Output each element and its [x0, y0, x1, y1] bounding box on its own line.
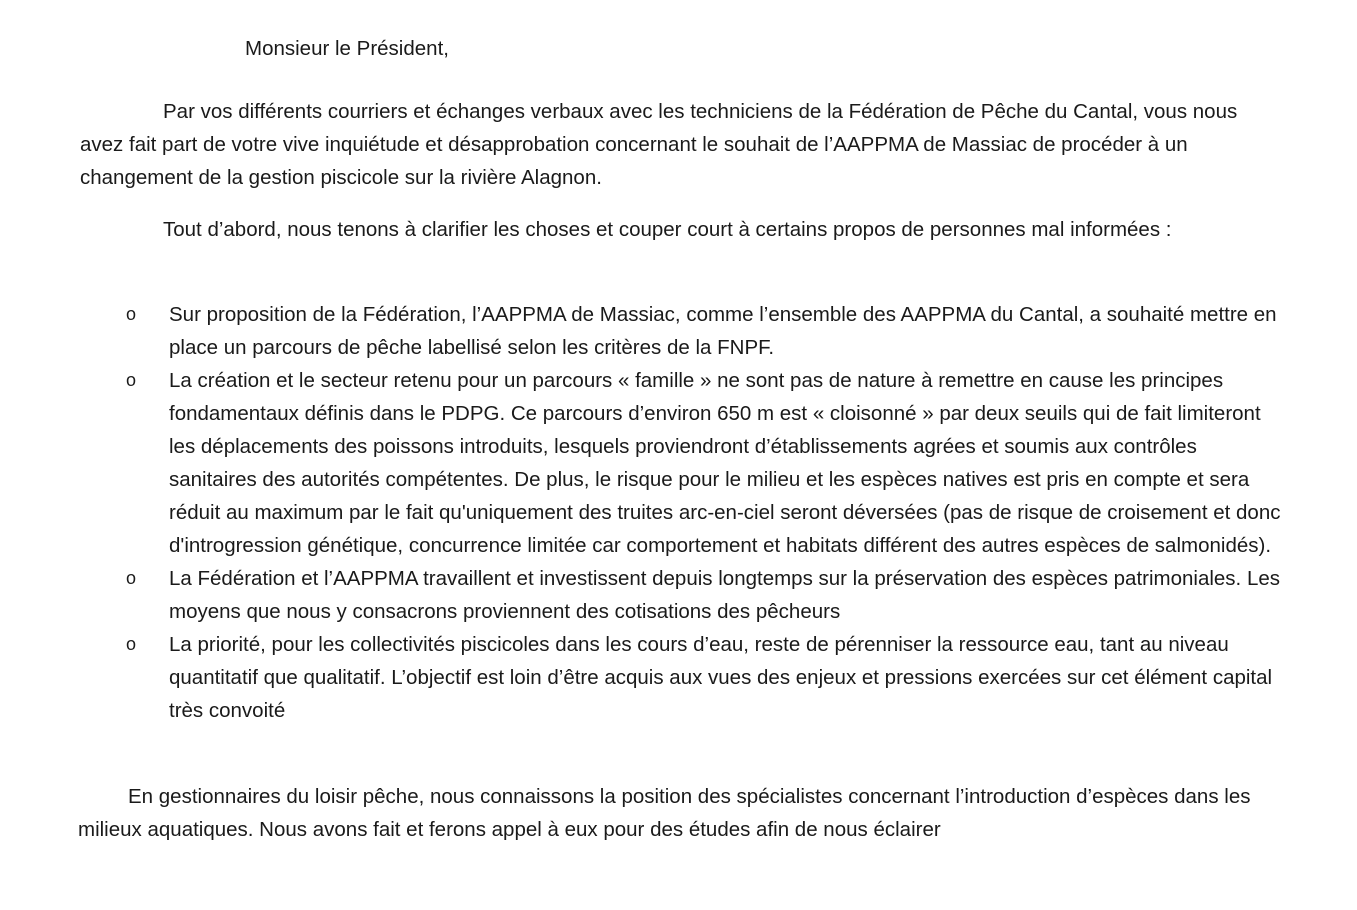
bullet-marker: o: [126, 568, 137, 588]
paragraph-management: En gestionnaires du loisir pêche, nous connaissons la position des spécialistes concernant l’introduction d’espèces dans les milieux aquatiques. Nous avons fait et ferons appel à eux pour des études afin de nous éclairer: [78, 785, 1251, 841]
list-item-text: Sur proposition de la Fédération, l’AAPPMA de Massiac, comme l’ensemble des AAPPMA du Cantal, a souhaité mettre en place un parcours de pêche labellisé selon les critères de la FNPF.: [169, 303, 1277, 359]
bullet-marker: o: [126, 370, 137, 390]
bullet-marker: o: [126, 304, 137, 324]
list-item: [0, 628, 1289, 727]
salutation: Monsieur le Président,: [245, 37, 449, 60]
list-item: [0, 298, 1289, 364]
bullet-list: [0, 298, 1289, 727]
paragraph-clarification: Tout d’abord, nous tenons à clarifier les choses et couper court à certains propos de personnes mal informées :: [163, 218, 1172, 241]
bullet-marker: o: [126, 634, 137, 654]
list-item-text: La Fédération et l’AAPPMA travaillent et investissent depuis longtemps sur la préservation des espèces patrimoniales. Les moyens que nous y consacrons proviennent des cotisations des pêcheurs: [169, 567, 1281, 623]
list-item: [0, 562, 1289, 628]
paragraph-intro: Par vos différents courriers et échanges verbaux avec les techniciens de la Fédération de Pêche du Cantal, vous nous avez fait part de votre vive inquiétude et désapprobation concernant le souhait de l’AAPPMA de Massiac de procéder à un changement de la gestion piscicole sur la rivière Alagnon.: [80, 100, 1238, 189]
list-item-text: La création et le secteur retenu pour un parcours « famille » ne sont pas de nature à remettre en cause les principes fondamentaux définis dans le PDPG. Ce parcours d’environ 650 m est « cloisonné » par deux seuils qui de fait limiteront les déplacements des poissons introduits, lesquels proviendront d’établissements agrées et soumis aux contrôles sanitaires des autorités compétentes. De plus, le risque pour le milieu et les espèces natives est pris en compte et sera réduit au maximum par le fait qu'uniquement des truites arc-en-ciel seront déversées (pas de risque de croisement et donc d'introgression génétique, concurrence limitée car comportement et habitats différent des autres espèces de salmonidés).: [169, 369, 1281, 557]
list-item: [0, 364, 1289, 562]
list-item-text: La priorité, pour les collectivités piscicoles dans les cours d’eau, reste de pérenniser la ressource eau, tant au niveau quantitatif que qualitatif. L’objectif est loin d’être acquis aux vues des enjeux et pressions exercées sur cet élément capital très convoité: [169, 633, 1273, 722]
